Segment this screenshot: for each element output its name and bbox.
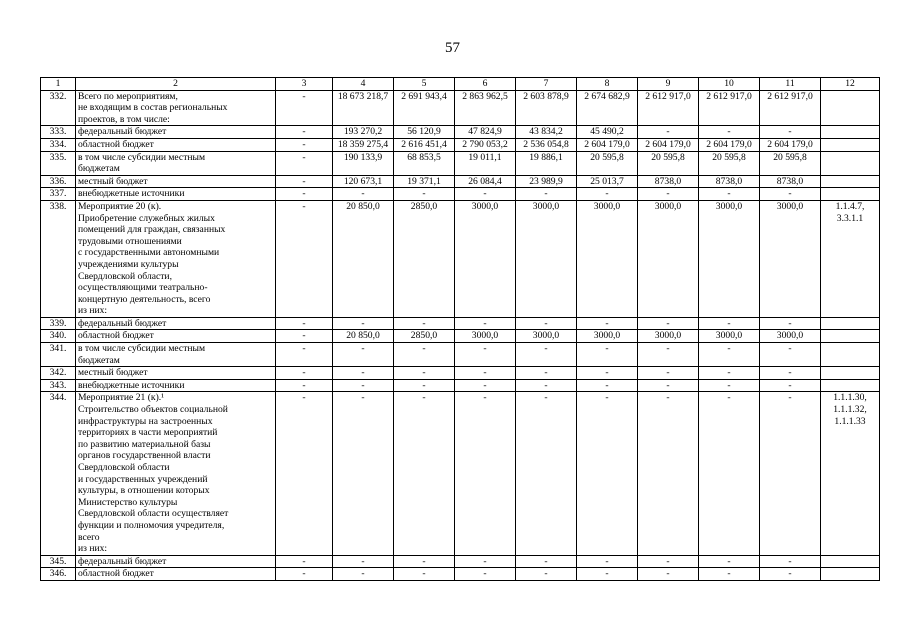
row-number-cell: 336. [41,175,76,188]
row-number-cell: 338. [41,200,76,317]
value-cell: - [760,568,821,581]
value-cell: - [394,343,455,367]
reference-cell [821,188,880,201]
table-row [41,317,880,330]
value-cell: 193 270,2 [333,126,394,139]
value-cell: - [638,317,699,330]
table-row [41,555,880,568]
table-row [41,568,880,581]
row-number-cell: 335. [41,151,76,175]
item-name-cell: Мероприятие 21 (к).¹ Строительство объектов социальной инфраструктуры на застроенных территориях в части мероприятий по развитию материальной базы органов государственной власти Свердловской области и государственных учреждений культуры, в отношении которых Министерство культуры Свердловской области осуществляет функции и полномочия учредителя, всего из них: [76,392,276,555]
value-cell: - [276,392,333,555]
item-name-cell: в том числе субсидии местным бюджетам [76,343,276,367]
value-cell: - [760,343,821,367]
value-cell: 2 863 962,5 [455,90,516,126]
value-cell: - [638,568,699,581]
value-cell: 18 359 275,4 [333,138,394,151]
value-cell: - [760,379,821,392]
value-cell: 190 133,9 [333,151,394,175]
value-cell: 3000,0 [577,330,638,343]
value-cell: - [577,392,638,555]
table-row [41,126,880,139]
reference-cell [821,568,880,581]
value-cell: - [638,343,699,367]
value-cell: - [516,379,577,392]
value-cell: - [276,200,333,317]
reference-cell [821,343,880,367]
row-number-cell: 346. [41,568,76,581]
item-name-cell: областной бюджет [76,568,276,581]
value-cell: 3000,0 [638,330,699,343]
value-cell: - [276,379,333,392]
value-cell: - [333,555,394,568]
value-cell: 3000,0 [516,330,577,343]
value-cell: - [577,317,638,330]
value-cell: - [333,392,394,555]
item-name-cell: областной бюджет [76,330,276,343]
value-cell: 3000,0 [638,200,699,317]
header-row [41,78,880,91]
value-cell: - [333,188,394,201]
value-cell: - [516,568,577,581]
value-cell: - [760,188,821,201]
value-cell: 25 013,7 [577,175,638,188]
value-cell: - [699,367,760,380]
table-row [41,379,880,392]
value-cell: - [455,555,516,568]
value-cell: - [577,343,638,367]
value-cell: 2 612 917,0 [760,90,821,126]
value-cell: 19 886,1 [516,151,577,175]
table-row [41,330,880,343]
value-cell: - [455,568,516,581]
reference-cell: 1.1.1.30, 1.1.1.32, 1.1.1.33 [821,392,880,555]
value-cell: - [333,317,394,330]
value-cell: 20 595,8 [577,151,638,175]
column-header-6: 6 [455,78,516,91]
value-cell: 20 595,8 [638,151,699,175]
value-cell: - [455,379,516,392]
value-cell: - [394,188,455,201]
row-number-cell: 333. [41,126,76,139]
value-cell: - [333,343,394,367]
value-cell: - [760,367,821,380]
column-header-4: 4 [333,78,394,91]
value-cell: 3000,0 [577,200,638,317]
value-cell: - [638,188,699,201]
value-cell: 56 120,9 [394,126,455,139]
column-header-1: 1 [41,78,76,91]
value-cell: - [760,392,821,555]
value-cell: 2 691 943,4 [394,90,455,126]
item-name-cell: областной бюджет [76,138,276,151]
row-number-cell: 345. [41,555,76,568]
value-cell: 2 536 054,8 [516,138,577,151]
value-cell: - [276,90,333,126]
value-cell: - [394,568,455,581]
value-cell: - [516,343,577,367]
value-cell: 8738,0 [699,175,760,188]
value-cell: - [577,379,638,392]
item-name-cell: Мероприятие 20 (к). Приобретение служебных жилых помещений для граждан, связанных трудовыми отношениями с государственными автономными учреждениями культуры Свердловской области, осуществляющими театрально- концертную деятельность, всего из них: [76,200,276,317]
value-cell: - [455,188,516,201]
value-cell: 8738,0 [638,175,699,188]
table-row [41,138,880,151]
value-cell: - [516,367,577,380]
value-cell: 20 595,8 [760,151,821,175]
value-cell: - [455,367,516,380]
value-cell: - [699,379,760,392]
value-cell: - [276,330,333,343]
page-number: 57 [445,40,460,56]
table-row [41,367,880,380]
value-cell: - [276,188,333,201]
value-cell: 20 850,0 [333,200,394,317]
table-row [41,343,880,367]
value-cell: - [699,126,760,139]
value-cell: 18 673 218,7 [333,90,394,126]
value-cell: - [333,568,394,581]
column-header-10: 10 [699,78,760,91]
value-cell: 2 674 682,9 [577,90,638,126]
table-row [41,151,880,175]
column-header-5: 5 [394,78,455,91]
value-cell: 19 371,1 [394,175,455,188]
reference-cell [821,175,880,188]
table-row [41,90,880,126]
value-cell: 3000,0 [455,330,516,343]
value-cell: - [699,392,760,555]
value-cell: 8738,0 [760,175,821,188]
value-cell: 45 490,2 [577,126,638,139]
value-cell: - [276,343,333,367]
value-cell: 2 612 917,0 [699,90,760,126]
value-cell: - [516,188,577,201]
value-cell: - [394,317,455,330]
value-cell: 20 850,0 [333,330,394,343]
value-cell: 3000,0 [699,200,760,317]
value-cell: - [699,343,760,367]
value-cell: - [455,317,516,330]
value-cell: - [699,555,760,568]
value-cell: 2850,0 [394,330,455,343]
item-name-cell: местный бюджет [76,367,276,380]
value-cell: 120 673,1 [333,175,394,188]
table-row [41,175,880,188]
value-cell: - [699,317,760,330]
row-number-cell: 344. [41,392,76,555]
item-name-cell: внебюджетные источники [76,188,276,201]
reference-cell [821,317,880,330]
value-cell: - [638,379,699,392]
value-cell: - [760,555,821,568]
value-cell: 2 604 179,0 [760,138,821,151]
value-cell: - [394,555,455,568]
row-number-cell: 332. [41,90,76,126]
value-cell: - [394,367,455,380]
value-cell: 3000,0 [699,330,760,343]
reference-cell [821,555,880,568]
value-cell: 2 612 917,0 [638,90,699,126]
value-cell: 3000,0 [516,200,577,317]
value-cell: 19 011,1 [455,151,516,175]
reference-cell [821,379,880,392]
reference-cell [821,151,880,175]
value-cell: 2 604 179,0 [577,138,638,151]
item-name-cell: федеральный бюджет [76,126,276,139]
reference-cell [821,367,880,380]
value-cell: - [638,126,699,139]
item-name-cell: местный бюджет [76,175,276,188]
column-header-3: 3 [276,78,333,91]
value-cell: 2 604 179,0 [638,138,699,151]
value-cell: 43 834,2 [516,126,577,139]
value-cell: 20 595,8 [699,151,760,175]
reference-cell [821,138,880,151]
item-name-cell: внебюджетные источники [76,379,276,392]
row-number-cell: 341. [41,343,76,367]
value-cell: - [638,392,699,555]
value-cell: 2 604 179,0 [699,138,760,151]
value-cell: - [699,188,760,201]
value-cell: 26 084,4 [455,175,516,188]
row-number-cell: 340. [41,330,76,343]
value-cell: - [394,379,455,392]
column-header-12: 12 [821,78,880,91]
reference-cell [821,126,880,139]
value-cell: 23 989,9 [516,175,577,188]
reference-cell: 1.1.4.7, 3.3.1.1 [821,200,880,317]
value-cell: 2 603 878,9 [516,90,577,126]
value-cell: - [516,392,577,555]
value-cell: - [516,555,577,568]
table-row [41,200,880,317]
value-cell: - [276,568,333,581]
table-body [41,90,880,580]
column-header-9: 9 [638,78,699,91]
row-number-cell: 339. [41,317,76,330]
value-cell: 3000,0 [455,200,516,317]
value-cell: 3000,0 [760,200,821,317]
item-name-cell: в том числе субсидии местным бюджетам [76,151,276,175]
value-cell: - [333,367,394,380]
item-name-cell: федеральный бюджет [76,555,276,568]
reference-cell [821,330,880,343]
item-name-cell: федеральный бюджет [76,317,276,330]
value-cell: - [577,555,638,568]
table-row [41,188,880,201]
value-cell: - [760,126,821,139]
value-cell: - [276,151,333,175]
value-cell: 2 616 451,4 [394,138,455,151]
value-cell: 68 853,5 [394,151,455,175]
column-header-8: 8 [577,78,638,91]
value-cell: - [638,367,699,380]
value-cell: - [577,188,638,201]
table-row [41,392,880,555]
value-cell: - [577,367,638,380]
value-cell: 2850,0 [394,200,455,317]
value-cell: - [638,555,699,568]
column-header-7: 7 [516,78,577,91]
value-cell: 3000,0 [760,330,821,343]
value-cell: - [455,343,516,367]
value-cell: - [276,126,333,139]
column-header-11: 11 [760,78,821,91]
value-cell: - [276,138,333,151]
row-number-cell: 334. [41,138,76,151]
row-number-cell: 343. [41,379,76,392]
value-cell: - [276,317,333,330]
item-name-cell: Всего по мероприятиям, не входящим в состав региональных проектов, в том числе: [76,90,276,126]
reference-cell [821,90,880,126]
value-cell: - [577,568,638,581]
value-cell: - [394,392,455,555]
value-cell: 47 824,9 [455,126,516,139]
column-header-2: 2 [76,78,276,91]
value-cell: 2 790 053,2 [455,138,516,151]
budget-table [40,77,880,581]
value-cell: - [276,555,333,568]
value-cell: - [516,317,577,330]
value-cell: - [455,392,516,555]
value-cell: - [760,317,821,330]
row-number-cell: 337. [41,188,76,201]
value-cell: - [699,568,760,581]
value-cell: - [276,367,333,380]
value-cell: - [276,175,333,188]
value-cell: - [333,379,394,392]
row-number-cell: 342. [41,367,76,380]
